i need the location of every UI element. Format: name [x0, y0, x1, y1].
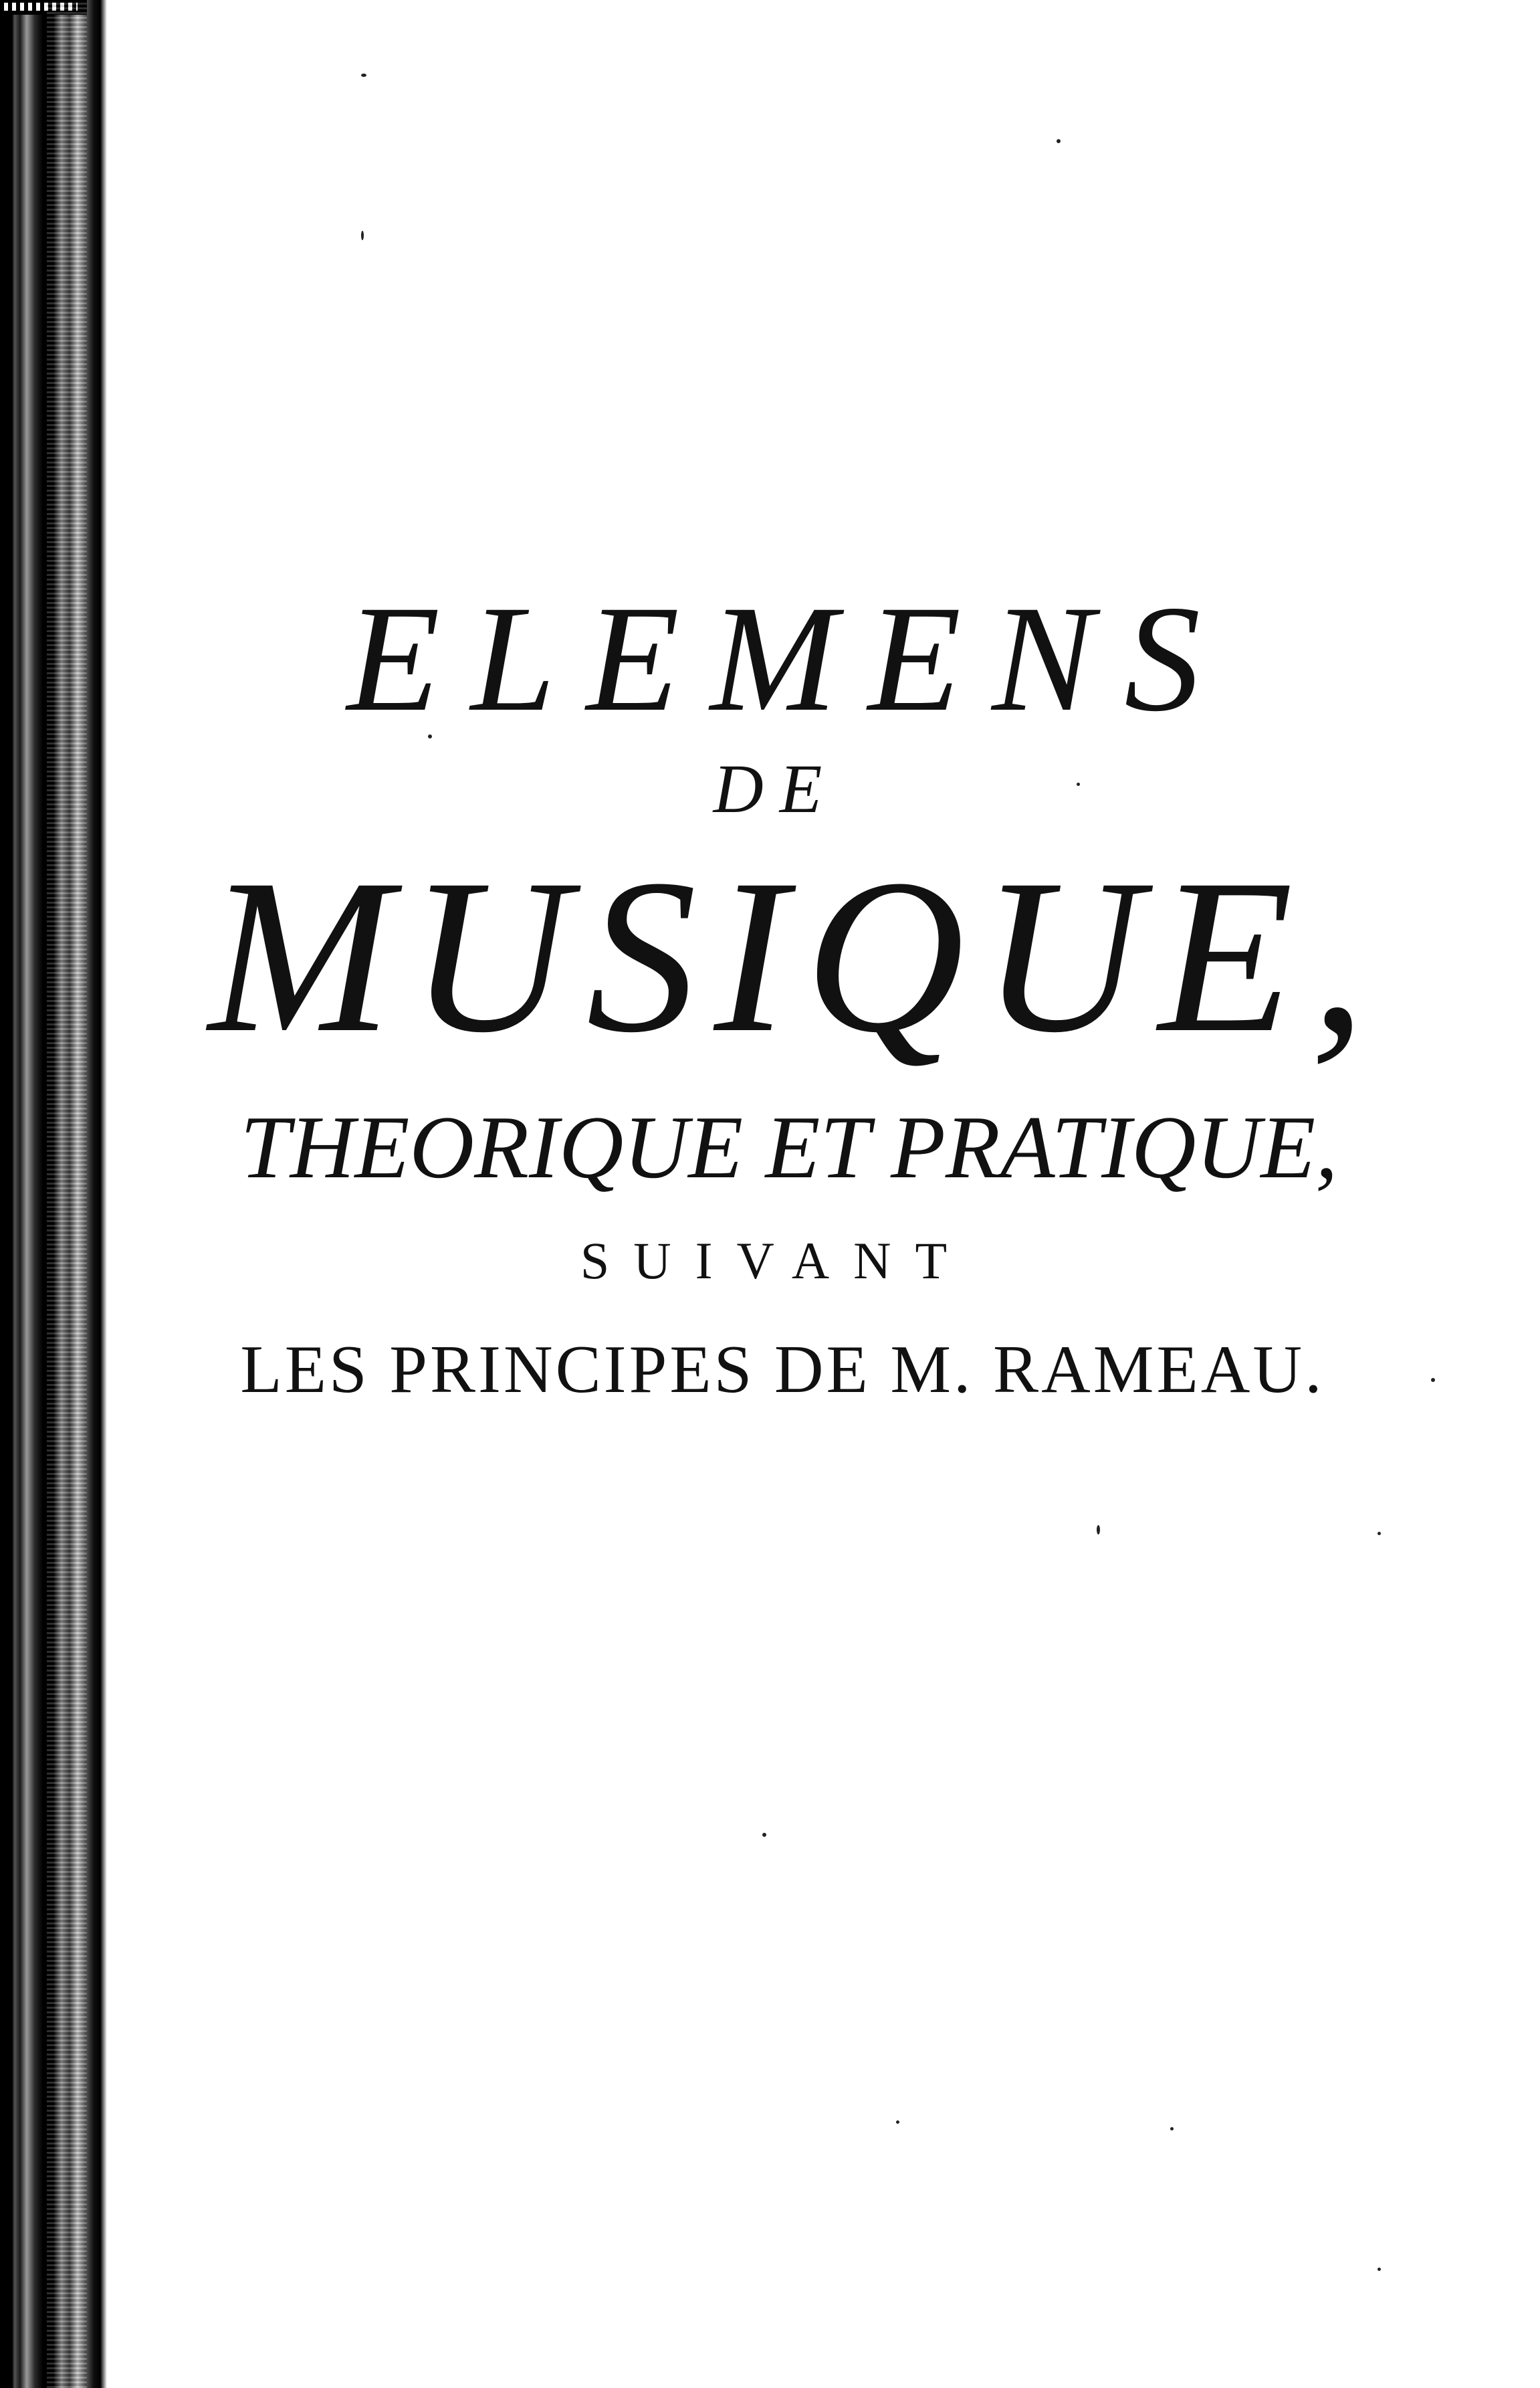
scan-edge-mark — [0, 0, 87, 15]
subtitle-suivant: SUIVANT — [580, 1231, 972, 1290]
title-de: DE — [713, 751, 839, 827]
title-elemens: ELEMENS — [346, 575, 1232, 743]
dust-speck — [1097, 1525, 1100, 1534]
book-binding-gutter — [0, 0, 107, 2388]
dust-speck — [1170, 2127, 1174, 2130]
dust-speck — [896, 2120, 899, 2124]
subtitle-theorique-et-pratique: THEORIQUE ET PRATIQUE, — [240, 1098, 1338, 1197]
subtitle-principes-rameau: LES PRINCIPES DE M. RAMEAU. — [240, 1332, 1325, 1407]
dust-speck — [1057, 139, 1061, 143]
dust-speck — [1378, 1532, 1381, 1535]
dust-speck — [762, 1833, 766, 1837]
dust-speck — [1378, 2268, 1381, 2271]
dust-speck — [361, 231, 364, 240]
title-musique: MUSIQUE, — [208, 834, 1384, 1078]
dust-speck — [361, 74, 366, 77]
title-block — [107, 575, 1444, 1417]
